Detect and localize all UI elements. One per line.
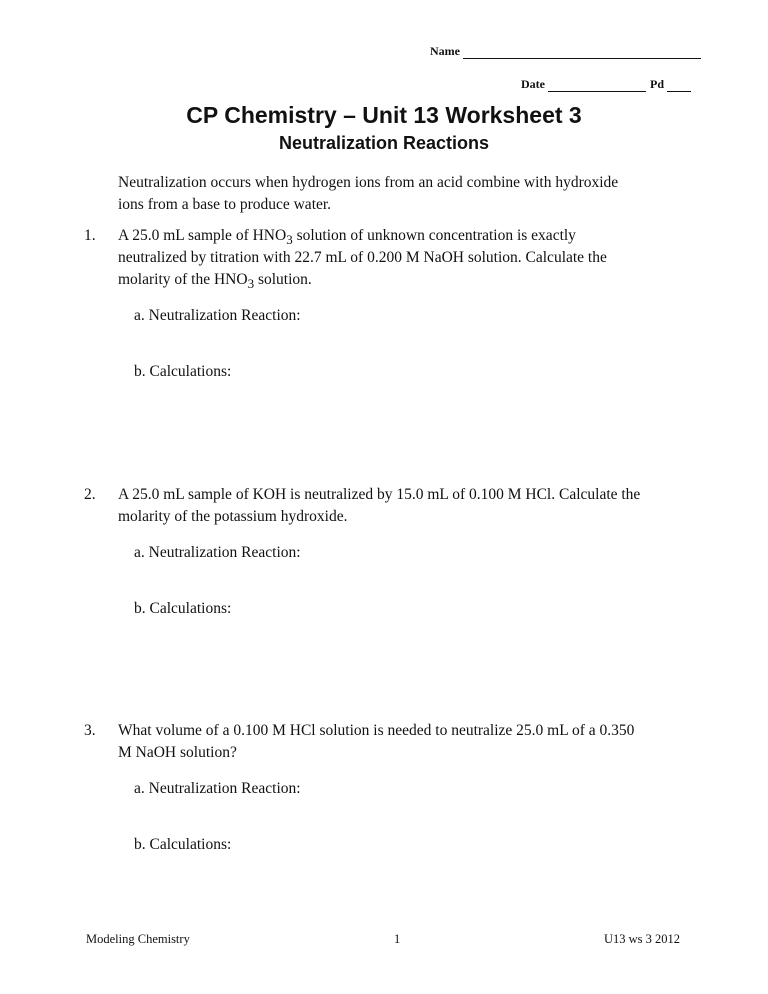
part-a-label: a. Neutralization Reaction: (134, 780, 301, 797)
name-label: Name (430, 44, 460, 58)
question-text: A 25.0 mL sample of $HNO_3$ solution of unknown concentration is exactly neutralized by titration with 22.7 mL of 0.200 M NaOH solution. Calculate the molarity of the $HNO_3$ solution. (118, 227, 607, 291)
date-pd-field (521, 77, 691, 92)
pd-label: Pd (650, 77, 665, 91)
intro-line: ions from a base to produce water. (118, 196, 332, 213)
footer-right: U13 ws 3 2012 (604, 932, 681, 946)
question-text: A 25.0 mL sample of KOH is neutralized by 15.0 mL of 0.100 M HCl. Calculate the molarity of the potassium hydroxide. (118, 486, 641, 525)
pd-blank-line[interactable] (667, 79, 691, 92)
question-number: 1. (84, 227, 96, 244)
date-blank-line[interactable] (548, 79, 646, 92)
date-label: Date (521, 77, 545, 91)
page-title: CP Chemistry – Unit 13 Worksheet 3 (186, 102, 582, 128)
page-subtitle: Neutralization Reactions (278, 133, 490, 153)
page-number: 1 (394, 932, 401, 946)
question-number: 3. (84, 722, 96, 739)
part-b-label: b. Calculations: (134, 600, 232, 617)
name-blank-line[interactable] (463, 46, 701, 59)
intro-line: Neutralization occurs when hydrogen ions from an acid combine with hydroxide (118, 174, 619, 191)
question-number: 2. (84, 486, 96, 503)
question-text: What volume of a 0.100 M HCl solution is needed to neutralize 25.0 mL of a 0.350 M NaOH solution? (118, 722, 635, 761)
intro-paragraph (118, 172, 718, 216)
part-a-label: a. Neutralization Reaction: (134, 307, 301, 324)
name-field (430, 44, 701, 59)
part-b-label: b. Calculations: (134, 363, 232, 380)
part-a-label: a. Neutralization Reaction: (134, 544, 301, 561)
footer-left: Modeling Chemistry (86, 932, 190, 946)
part-b-label: b. Calculations: (134, 836, 232, 853)
